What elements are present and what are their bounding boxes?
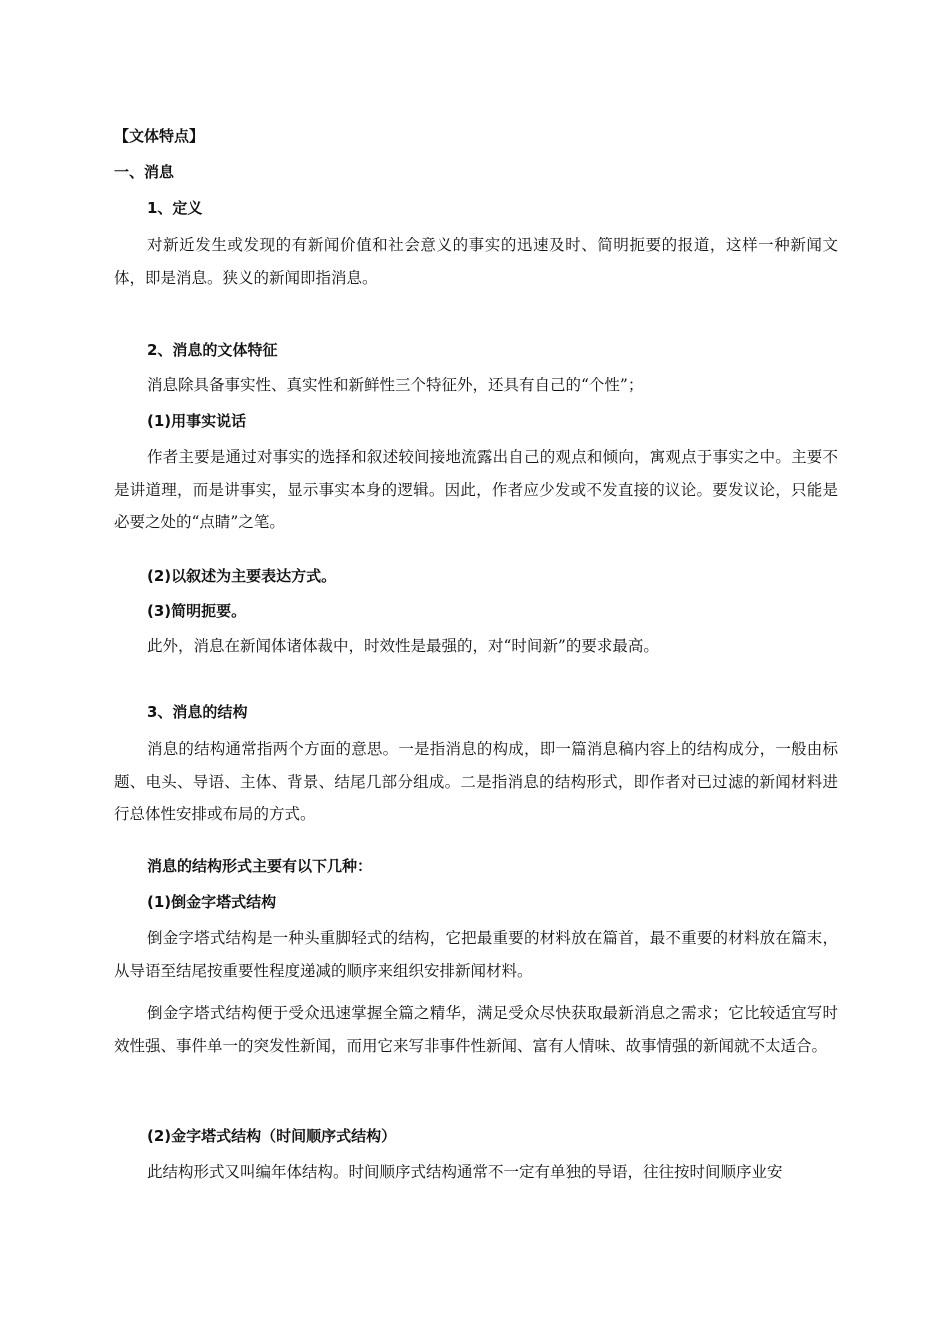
subsection-title: 3、消息的结构 <box>147 703 248 721</box>
subsection-title: 1、定义 <box>147 199 203 217</box>
list-item-title: (2)金字塔式结构（时间顺序式结构） <box>147 1127 397 1145</box>
paragraph: 倒金字塔式结构便于受众迅速掌握全篇之精华，满足受众尽快获取最新消息之需求；它比较适宜写时效性强、事件单一的突发性新闻，而用它来写非事件性新闻、富有人情味、故事情强的新闻就不太适合。 <box>114 1004 838 1055</box>
paragraph: 对新近发生或发现的有新闻价值和社会意义的事实的迅速及时、简明扼要的报道，这样一种新闻文体，即是消息。狭义的新闻即指消息。 <box>114 236 838 287</box>
doc-heading: 【文体特点】 <box>114 127 205 145</box>
paragraph: 消息除具备事实性、真实性和新鲜性三个特征外，还具有自己的“个性”； <box>147 376 644 394</box>
list-item-title: (1)用事实说话 <box>147 412 247 430</box>
paragraph: 消息的结构通常指两个方面的意思。一是指消息的构成，即一篇消息稿内容上的结构成分，一般由标题、电头、导语、主体、背景、结尾几部分组成。二是指消息的结构形式，即作者对已过滤的新闻材料进行总体性安排或布局的方式。 <box>114 740 838 823</box>
list-item-title: (1)倒金字塔式结构 <box>147 893 277 911</box>
paragraph: 此外，消息在新闻体诸体裁中，时效性是最强的，对“时间新”的要求最高。 <box>147 637 659 655</box>
section-title: 一、消息 <box>114 163 175 181</box>
paragraph: 作者主要是通过对事实的选择和叙述较间接地流露出自己的观点和倾向，寓观点于事实之中。主要不是讲道理，而是讲事实，显示事实本身的逻辑。因此，作者应少发或不发直接的议论。要发议论，只能是必要之处的“点睛”之笔。 <box>114 448 838 531</box>
paragraph-bold: 消息的结构形式主要有以下几种： <box>147 857 373 875</box>
subsection-title: 2、消息的文体特征 <box>147 341 278 359</box>
paragraph: 倒金字塔式结构是一种头重脚轻式的结构，它把最重要的材料放在篇首，最不重要的材料放在篇末，从导语至结尾按重要性程度递减的顺序来组织安排新闻材料。 <box>114 929 838 980</box>
paragraph: 此结构形式又叫编年体结构。时间顺序式结构通常不一定有单独的导语，往往按时间顺序业安 <box>147 1163 783 1181</box>
list-item-title: (3)简明扼要。 <box>147 602 247 620</box>
list-item-title: (2)以叙述为主要表达方式。 <box>147 567 337 585</box>
